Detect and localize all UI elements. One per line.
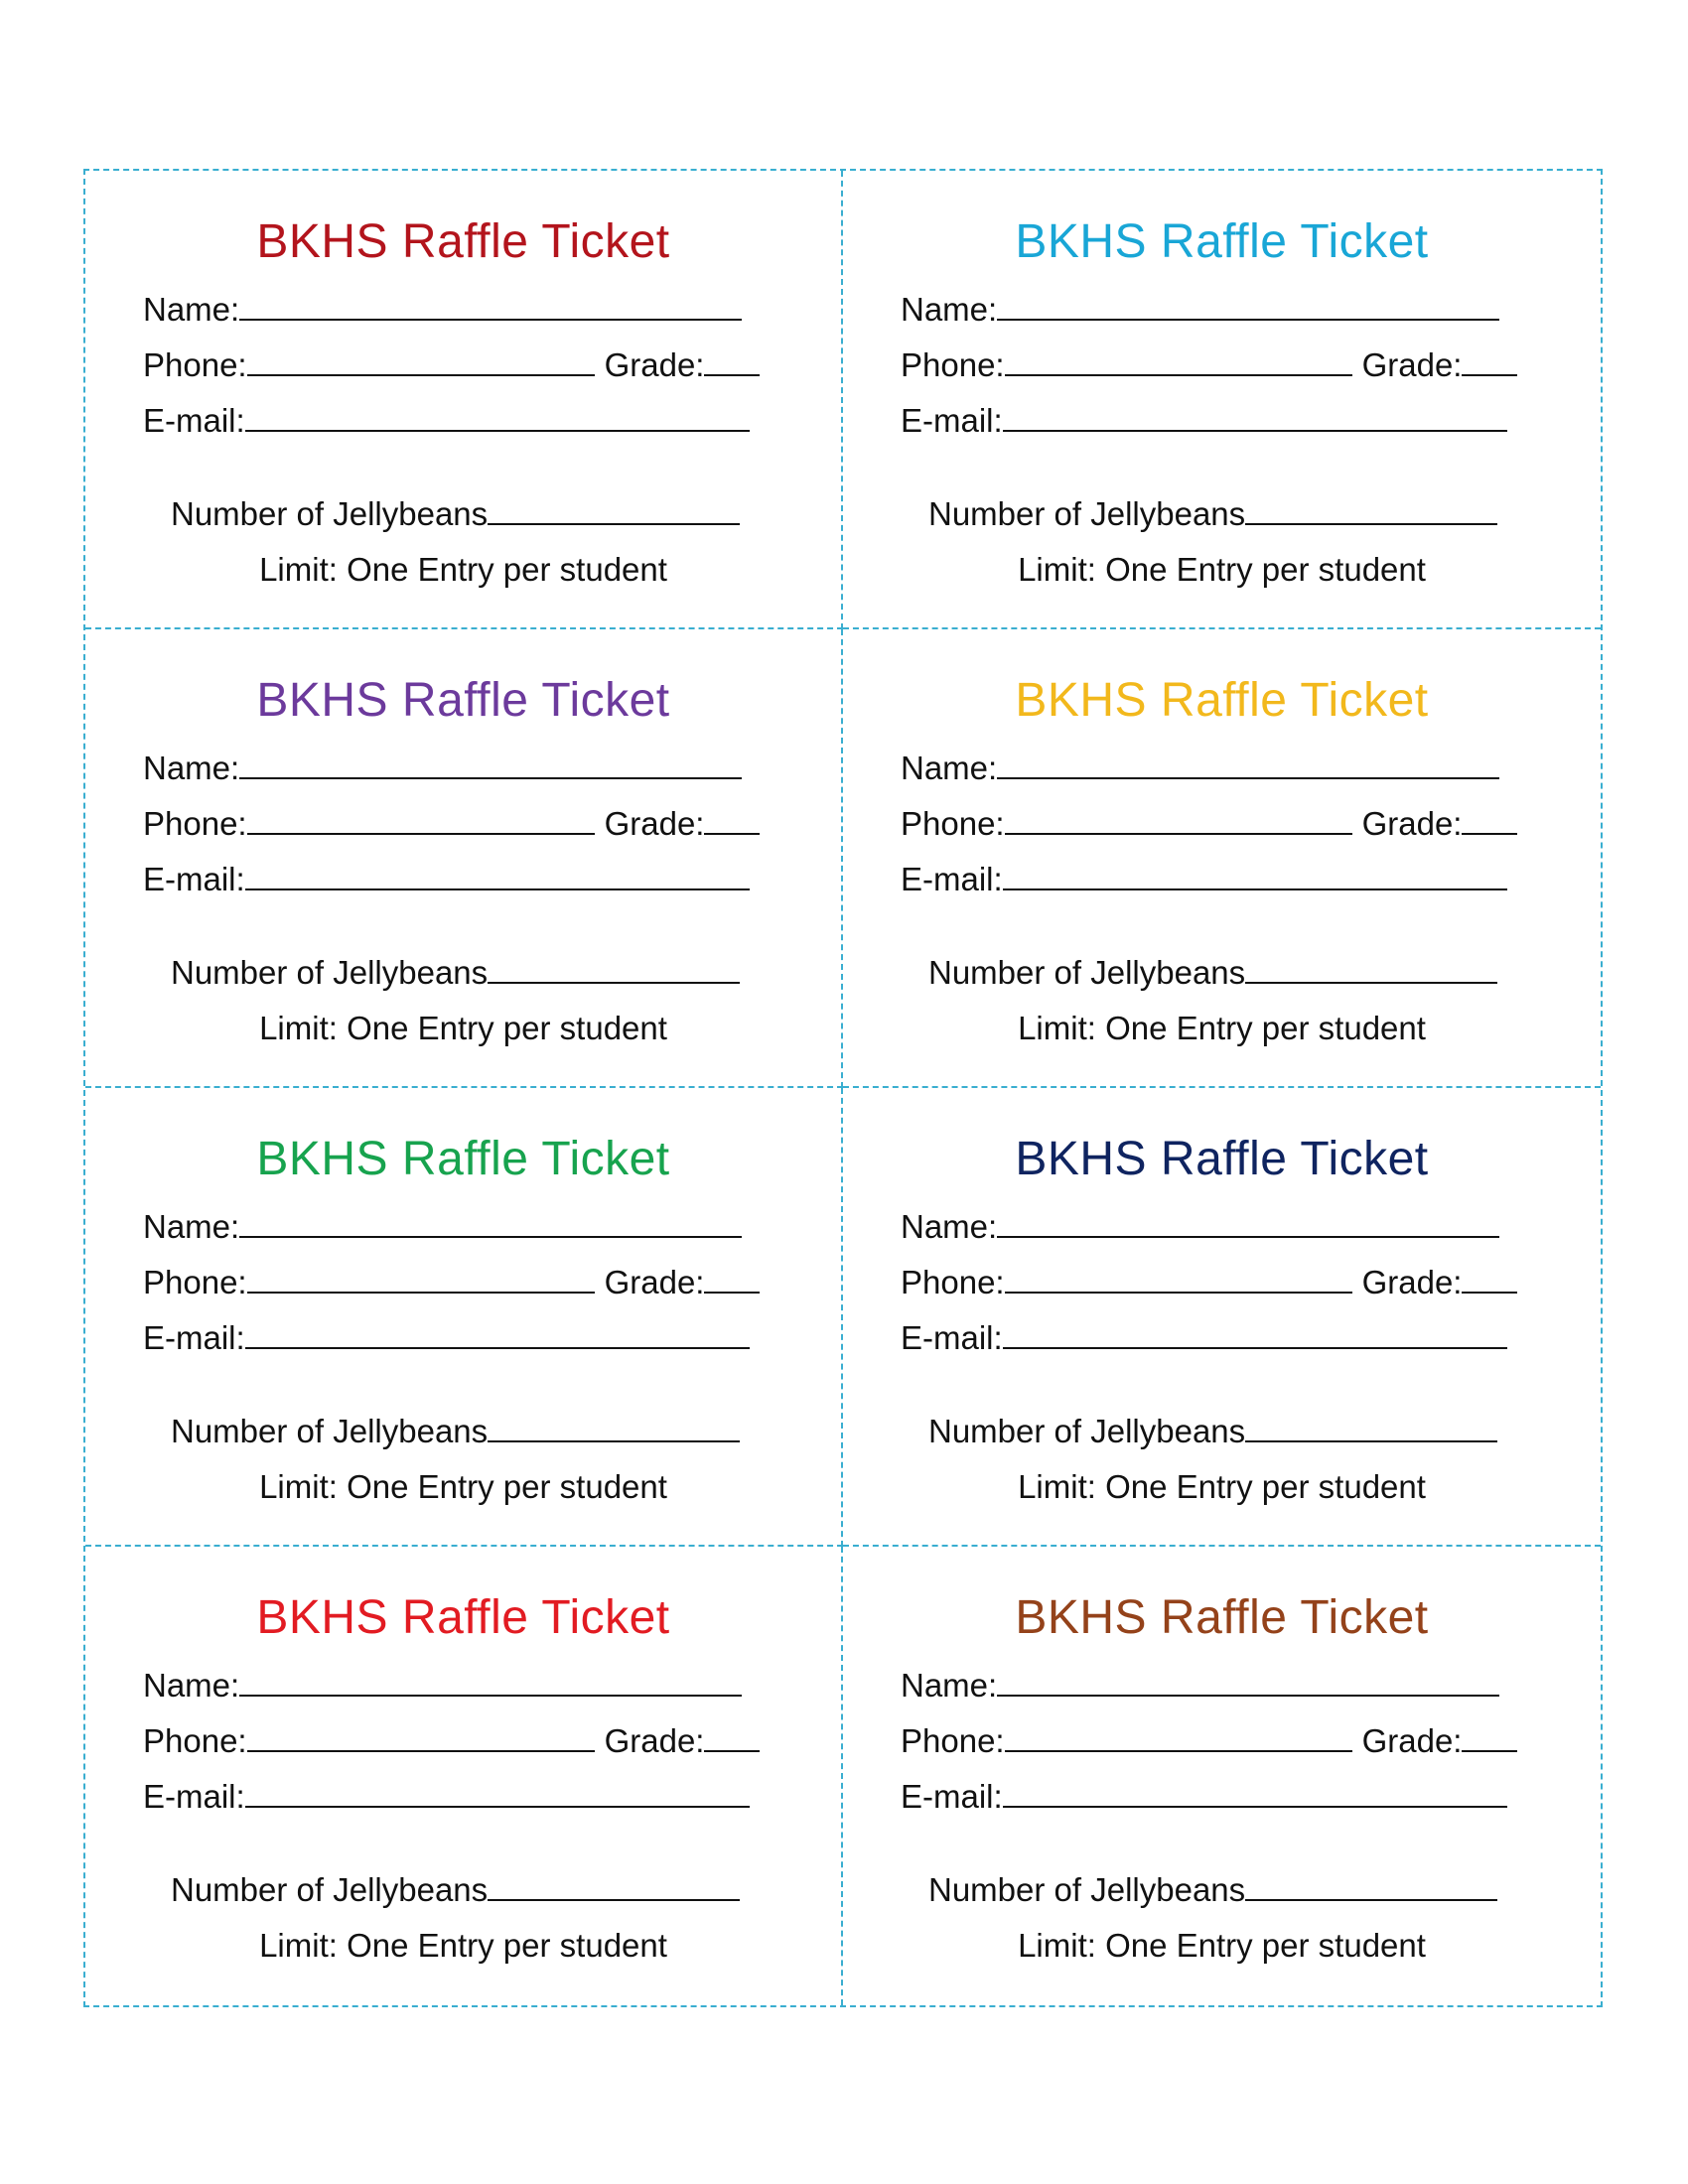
phone-field[interactable] [247,1264,595,1294]
email-line [143,1318,750,1358]
grade-label: Grade: [604,1264,705,1300]
jellybeans-field[interactable] [488,495,740,525]
ticket-title: BKHS Raffle Ticket [256,215,670,268]
raffle-ticket-4 [843,629,1601,1088]
jellybeans-line [928,1412,1497,1451]
name-field[interactable] [997,1667,1499,1697]
name-line [143,749,742,788]
email-line [901,860,1507,899]
email-field[interactable] [1003,1778,1507,1808]
grade-field[interactable] [704,1722,760,1752]
email-label: E-mail: [901,1319,1003,1356]
grade-label: Grade: [1361,1722,1463,1759]
name-line [143,1207,742,1247]
ticket-title: BKHS Raffle Ticket [1015,1133,1429,1185]
raffle-ticket-7 [85,1547,843,2005]
grade-field[interactable] [704,346,760,376]
jellybeans-label: Number of Jellybeans [171,495,489,532]
name-label: Name: [901,1208,998,1245]
phone-line [143,345,760,385]
email-field[interactable] [245,402,750,432]
ticket-title: BKHS Raffle Ticket [1015,1591,1429,1644]
email-line [143,1777,750,1817]
limit-note: Limit: One Entry per student [1018,1468,1426,1505]
email-field[interactable] [1003,1319,1507,1349]
jellybeans-line [928,953,1497,993]
limit-note: Limit: One Entry per student [259,1927,667,1964]
phone-line [901,1263,1517,1302]
email-label: E-mail: [143,861,245,897]
phone-field[interactable] [247,805,595,835]
limit-note: Limit: One Entry per student [1018,551,1426,588]
name-field[interactable] [239,750,742,779]
email-label: E-mail: [143,1319,245,1356]
phone-label: Phone: [901,1722,1005,1759]
phone-field[interactable] [1005,805,1352,835]
jellybeans-field[interactable] [1245,1413,1497,1442]
phone-label: Phone: [143,1264,247,1300]
limit-note: Limit: One Entry per student [1018,1010,1426,1046]
jellybeans-field[interactable] [488,1871,740,1901]
limit-note: Limit: One Entry per student [259,1010,667,1046]
email-field[interactable] [1003,402,1507,432]
name-label: Name: [143,750,240,786]
phone-line [901,804,1517,844]
name-label: Name: [901,750,998,786]
name-line [901,749,1499,788]
email-label: E-mail: [901,402,1003,439]
email-line [901,1318,1507,1358]
name-label: Name: [901,291,998,328]
phone-label: Phone: [143,805,247,842]
jellybeans-field[interactable] [1245,1871,1497,1901]
raffle-ticket-8 [843,1547,1601,2005]
phone-field[interactable] [1005,346,1352,376]
email-label: E-mail: [901,1778,1003,1815]
grade-label: Grade: [1361,346,1463,383]
phone-label: Phone: [143,1722,247,1759]
ticket-title: BKHS Raffle Ticket [1015,674,1429,727]
jellybeans-label: Number of Jellybeans [928,495,1246,532]
limit-note: Limit: One Entry per student [259,1468,667,1505]
grade-field[interactable] [704,1264,760,1294]
email-line [143,860,750,899]
email-label: E-mail: [143,402,245,439]
email-line [901,1777,1507,1817]
raffle-ticket-1 [85,171,843,629]
phone-line [901,1721,1517,1761]
ticket-sheet [83,169,1603,2007]
phone-line [143,1263,760,1302]
phone-field[interactable] [247,346,595,376]
phone-label: Phone: [901,1264,1005,1300]
email-line [143,401,750,441]
raffle-ticket-2 [843,171,1601,629]
phone-line [143,804,760,844]
grade-label: Grade: [604,805,705,842]
email-field[interactable] [245,861,750,890]
grade-field[interactable] [1462,1264,1517,1294]
email-field[interactable] [245,1778,750,1808]
name-line [143,290,742,330]
name-line [901,1207,1499,1247]
name-label: Name: [143,291,240,328]
name-field[interactable] [239,1667,742,1697]
name-field[interactable] [997,750,1499,779]
jellybeans-line [171,1870,740,1910]
email-label: E-mail: [901,861,1003,897]
raffle-ticket-6 [843,1088,1601,1547]
jellybeans-line [171,953,740,993]
name-label: Name: [901,1667,998,1704]
jellybeans-label: Number of Jellybeans [171,1413,489,1449]
jellybeans-line [171,494,740,534]
phone-label: Phone: [143,346,247,383]
grade-field[interactable] [704,805,760,835]
grade-label: Grade: [1361,805,1463,842]
jellybeans-label: Number of Jellybeans [928,1413,1246,1449]
email-field[interactable] [1003,861,1507,890]
ticket-title: BKHS Raffle Ticket [256,1133,670,1185]
name-line [143,1666,742,1706]
phone-line [901,345,1517,385]
name-line [901,1666,1499,1706]
ticket-title: BKHS Raffle Ticket [256,1591,670,1644]
name-line [901,290,1499,330]
jellybeans-label: Number of Jellybeans [928,954,1246,991]
phone-field[interactable] [1005,1722,1352,1752]
jellybeans-field[interactable] [488,1413,740,1442]
jellybeans-line [928,494,1497,534]
email-line [901,401,1507,441]
limit-note: Limit: One Entry per student [259,551,667,588]
email-field[interactable] [245,1319,750,1349]
name-label: Name: [143,1667,240,1704]
jellybeans-field[interactable] [488,954,740,984]
grade-field[interactable] [1462,1722,1517,1752]
raffle-ticket-5 [85,1088,843,1547]
name-field[interactable] [997,1208,1499,1238]
jellybeans-field[interactable] [1245,495,1497,525]
phone-field[interactable] [247,1722,595,1752]
grade-label: Grade: [1361,1264,1463,1300]
limit-note: Limit: One Entry per student [1018,1927,1426,1964]
jellybeans-line [171,1412,740,1451]
name-field[interactable] [239,291,742,321]
jellybeans-label: Number of Jellybeans [171,1871,489,1908]
phone-label: Phone: [901,346,1005,383]
raffle-ticket-3 [85,629,843,1088]
jellybeans-field[interactable] [1245,954,1497,984]
name-field[interactable] [997,291,1499,321]
phone-line [143,1721,760,1761]
jellybeans-label: Number of Jellybeans [928,1871,1246,1908]
grade-label: Grade: [604,1722,705,1759]
name-field[interactable] [239,1208,742,1238]
name-label: Name: [143,1208,240,1245]
email-label: E-mail: [143,1778,245,1815]
ticket-title: BKHS Raffle Ticket [1015,215,1429,268]
grade-field[interactable] [1462,805,1517,835]
jellybeans-label: Number of Jellybeans [171,954,489,991]
ticket-title: BKHS Raffle Ticket [256,674,670,727]
jellybeans-line [928,1870,1497,1910]
grade-label: Grade: [604,346,705,383]
phone-field[interactable] [1005,1264,1352,1294]
grade-field[interactable] [1462,346,1517,376]
phone-label: Phone: [901,805,1005,842]
